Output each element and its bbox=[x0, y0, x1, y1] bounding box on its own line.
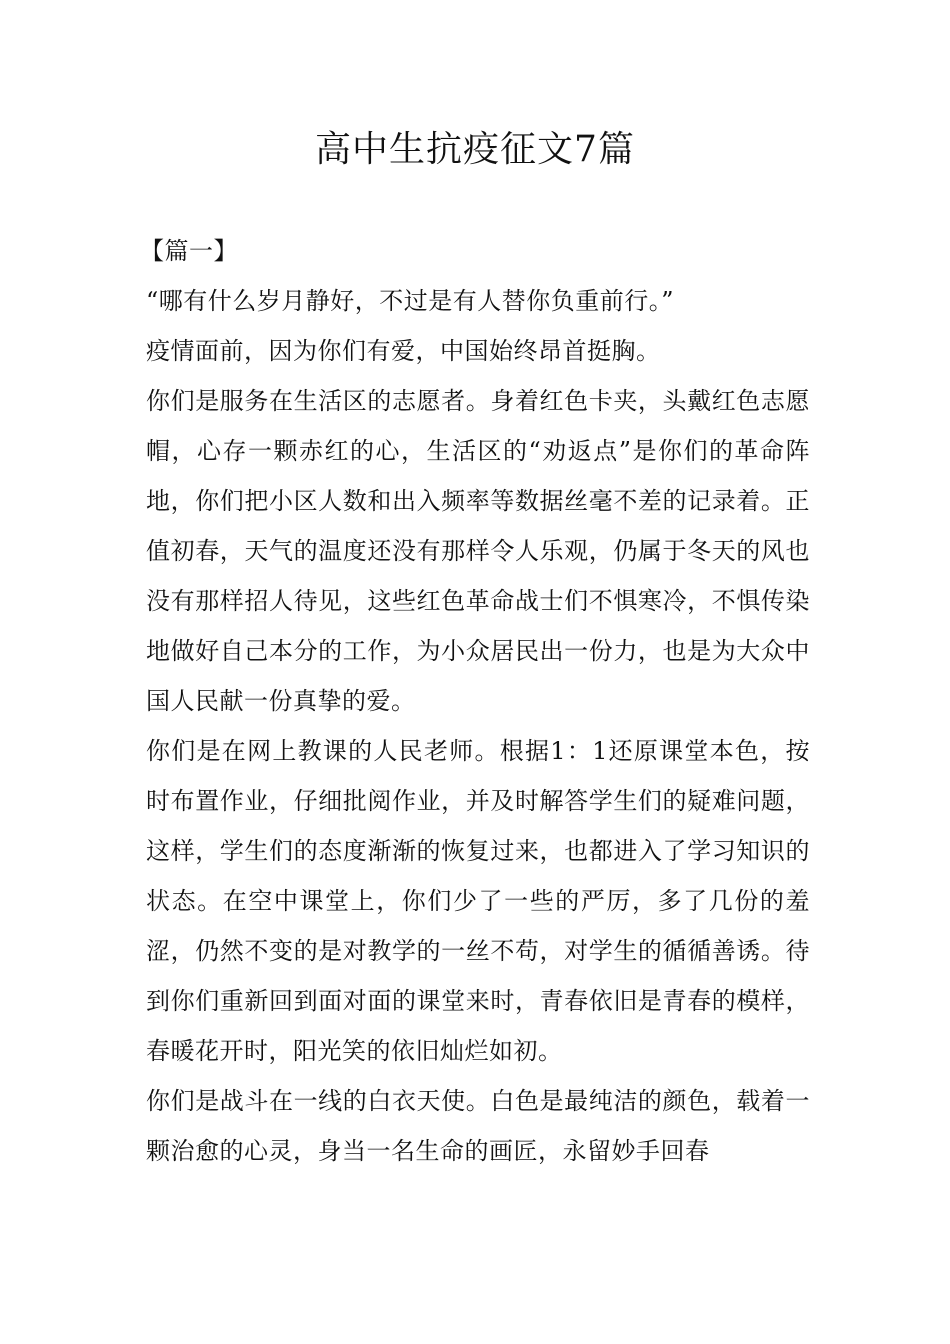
paragraph-medics: 你们是战斗在一线的白衣天使。白色是最纯洁的颜色，载着一颗治愈的心灵，身当一名生命的画匠，永留妙手回春 bbox=[146, 1087, 810, 1165]
paragraph-volunteers: 你们是服务在生活区的志愿者。身着红色卡夹，头戴红色志愿帽，心存一颗赤红的心，生活区的“劝返点”是你们的革命阵地，你们把小区人数和出入频率等数据丝毫不差的记录着。正值初春，天气的温度还没有那样令人乐观，仍属于冬天的风也没有那样招人待见，这些红色革命战士们不惧寒冷，不惧传染地做好自己本分的工作，为小众居民出一份力，也是为大众中国人民献一份真挚的爱。 bbox=[146, 387, 810, 715]
paragraph-teachers: 你们是在网上教课的人民老师。根据1：1还原课堂本色，按时布置作业，仔细批阅作业，并及时解答学生们的疑难问题，这样，学生们的态度渐渐的恢复过来，也都进入了学习知识的状态。在空中课堂上，你们少了一些的严厉，多了几份的羞涩，仍然不变的是对教学的一丝不苟，对学生的循循善诱。待到你们重新回到面对面的课堂来时，青春依旧是青春的模样，春暖花开时，阳光笑的依旧灿烂如初。 bbox=[146, 737, 810, 1065]
paragraph-quote: “哪有什么岁月静好，不过是有人替你负重前行。” bbox=[146, 287, 675, 315]
document-body bbox=[140, 226, 810, 1176]
section-heading: 【篇一】 bbox=[140, 237, 238, 265]
document-title: 高中生抗疫征文7篇 bbox=[315, 129, 635, 170]
paragraph-intro: 疫情面前，因为你们有爱，中国始终昂首挺胸。 bbox=[146, 337, 661, 365]
